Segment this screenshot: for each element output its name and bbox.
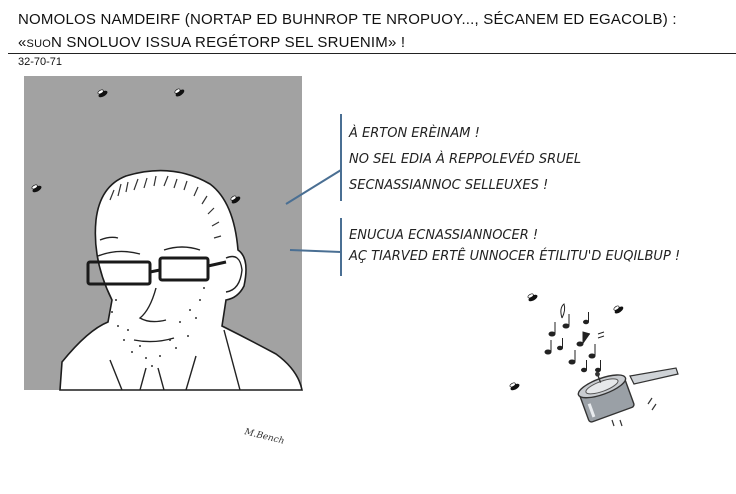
fly-icon	[526, 292, 538, 303]
speech-line: AÇ TIARVED ERTÊ UNNOCER ÉTILITU'D EUQILBUP !	[349, 249, 681, 264]
speech-line: NO SEL EDIA À REPPOLEVÉD SRUEL	[349, 152, 582, 167]
speech-pointers	[286, 114, 341, 276]
fly-icon	[30, 183, 42, 194]
title-line-1: NOMOLOS NAMDEIRF (NORTAP ED BUHNROP TE NROPUOY..., SÉCANEM ED EGACOLB) :	[18, 11, 677, 28]
fly-icon	[612, 303, 624, 314]
title-line-2: «suoN SNOLUOV ISSUA REGÉTORP SEL SRUENIM» !	[18, 34, 406, 51]
speech-line: À ERTON ERÈINAM !	[349, 126, 480, 141]
speech-bubble-2	[349, 225, 680, 267]
cooking-pot-icon	[573, 363, 678, 426]
fly-icon	[96, 88, 108, 99]
fly-icon	[508, 381, 520, 392]
fly-icon	[229, 193, 241, 204]
speech-line: SECNASSIANNOC SELLEUXES !	[349, 178, 549, 193]
music-notes-icon	[545, 304, 604, 372]
speech-bubble-1	[349, 121, 581, 199]
fly-icon	[173, 86, 185, 97]
speech-line: ENUCUA ECNASSIANNOCER !	[349, 228, 539, 243]
pointer-line	[286, 170, 341, 204]
artist-signature: M.Bench	[243, 427, 286, 447]
pointer-line	[290, 250, 341, 252]
publication-date: 32-70-71	[18, 56, 63, 68]
